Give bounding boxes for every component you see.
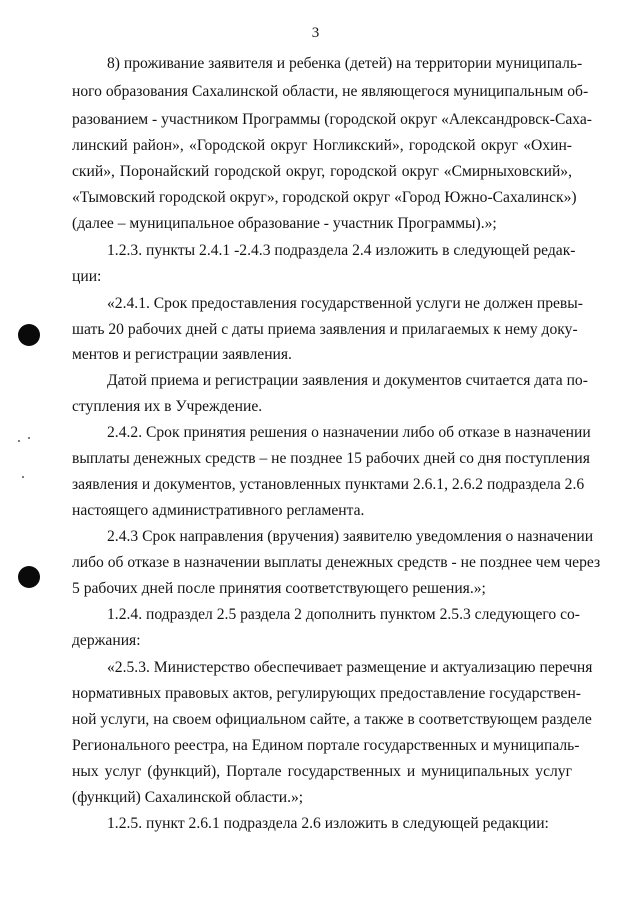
page-number: 3: [311, 25, 320, 41]
text-line: Регионального реестра, на Едином портале государственных и муниципаль-: [72, 737, 580, 754]
text-line: выплаты денежных средств – не позднее 15 рабочих дней со дня поступления: [72, 450, 590, 467]
text-line: 1.2.3. пункты 2.4.1 -2.4.3 подраздела 2.4 изложить в следующей редак-: [107, 242, 576, 259]
text-line: ного образования Сахалинской области, не являющегося муниципальным об-: [72, 83, 589, 100]
text-line: 1.2.5. пункт 2.6.1 подраздела 2.6 изложить в следующей редакции:: [107, 815, 549, 832]
text-line: «2.5.3. Министерство обеспечивает размещение и актуализацию перечня: [107, 659, 593, 676]
text-line: ментов и регистрации заявления.: [72, 346, 292, 363]
text-line: заявления и документов, установленных пунктами 2.6.1, 2.6.2 подраздела 2.6: [72, 476, 585, 493]
text-line: держания:: [72, 632, 141, 649]
scan-speck: [28, 437, 30, 439]
text-line: разованием - участником Программы (городской округ «Александровск-Саха-: [72, 111, 592, 128]
text-line: (далее – муниципальное образование - участник Программы).»;: [72, 215, 497, 232]
scan-speck: [22, 476, 24, 478]
text-line: настоящего административного регламента.: [72, 502, 365, 519]
text-line: шать 20 рабочих дней с даты приема заявления и прилагаемых к нему доку-: [72, 321, 578, 338]
punch-hole-top: [18, 324, 40, 346]
text-line: 2.4.2. Срок принятия решения о назначении либо об отказе в назначении: [107, 424, 591, 441]
text-line: ции:: [72, 268, 102, 285]
text-line: 2.4.3 Срок направления (вручения) заявителю уведомления о назначении: [107, 528, 594, 545]
punch-hole-bottom: [18, 566, 40, 588]
text-line: 1.2.4. подраздел 2.5 раздела 2 дополнить пунктом 2.5.3 следующего со-: [107, 606, 581, 623]
text-line: нормативных правовых актов, регулирующих предоставление государствен-: [72, 685, 582, 702]
text-line: ных услуг (функций), Портале государственных и муниципальных услуг: [72, 763, 572, 780]
text-line: «2.4.1. Срок предоставления государственной услуги не должен превы-: [107, 295, 583, 312]
text-line: ский», Поронайский городской округ, городской округ «Смирныховский»,: [72, 163, 572, 180]
text-line: (функций) Сахалинской области.»;: [72, 789, 304, 806]
text-line: 5 рабочих дней после принятия соответствующего решения.»;: [72, 580, 486, 597]
text-line: ступления их в Учреждение.: [72, 398, 263, 415]
scan-speck: [18, 440, 20, 442]
text-line: линский район», «Городской округ Ногликский», городской округ «Охин-: [72, 137, 572, 154]
text-line: Датой приема и регистрации заявления и документов считается дата по-: [107, 372, 588, 389]
text-line: «Тымовский городской округ», городской округ «Город Южно-Сахалинск»): [72, 189, 577, 206]
text-line: ной услуги, на своем официальном сайте, а также в соответствующем разделе: [72, 711, 592, 728]
text-line: либо об отказе в назначении выплаты денежных средств - не позднее чем через: [72, 554, 601, 571]
text-line: 8) проживание заявителя и ребенка (детей) на территории муниципаль-: [107, 55, 583, 72]
